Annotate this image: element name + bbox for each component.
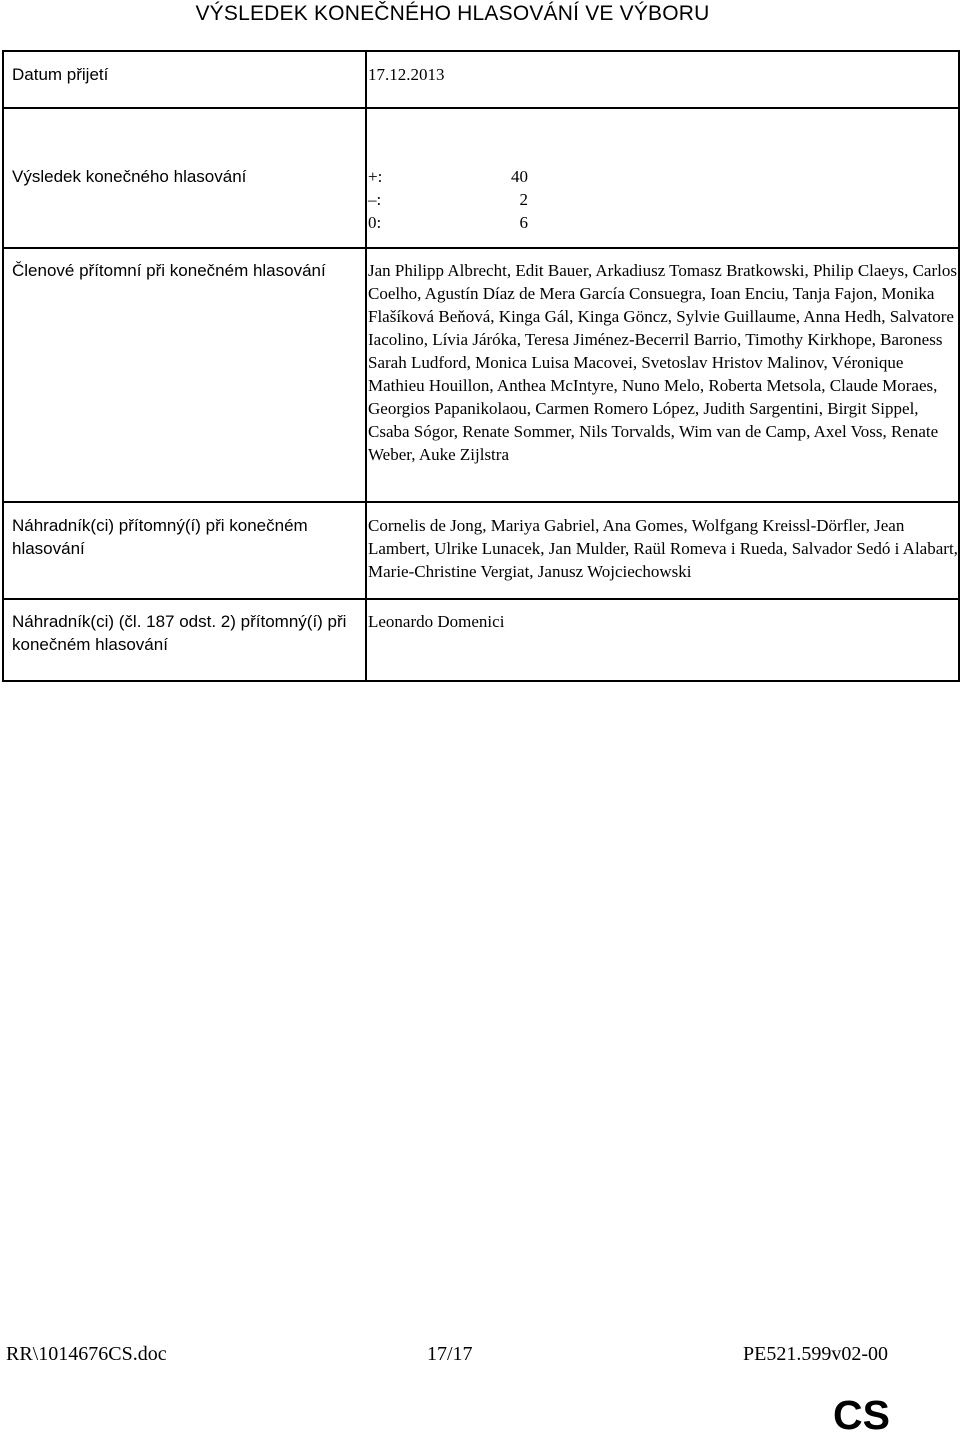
final-vote-values (366, 108, 959, 248)
vote-result-table (2, 50, 960, 682)
row-members-present (3, 248, 959, 502)
language-code: CS (833, 1392, 890, 1438)
members-present-list: Jan Philipp Albrecht, Edit Bauer, Arkadiusz Tomasz Bratkowski, Philip Claeys, Carlos Coelho, Agustín Díaz de Mera García Consuegra, Ioan Enciu, Tanja Fajon, Monika Flašíková Beňová, Kinga Gál, Kinga Göncz, Sylvie Guillaume, Anna Hedh, Salvatore Iacolino, Lívia Járóka, Teresa Jiménez-Becerril Barrio, Timothy Kirkhope, Baroness Sarah Ludford, Monica Luisa Macovei, Svetoslav Hristov Malinov, Véronique Mathieu Houillon, Anthea McIntyre, Nuno Melo, Roberta Metsola, Claude Moraes, Georgios Papanikolaou, Carmen Romero López, Judith Sargentini, Birgit Sippel, Csaba Sógor, Renate Sommer, Nils Torvalds, Wim van de Camp, Axel Voss, Renate Weber, Auke Zijlstra (366, 248, 959, 502)
footer-pe-ref: PE521.599v02-00 (743, 1343, 888, 1365)
adoption-date-label: Datum přijetí (3, 51, 366, 108)
substitutes-187-list: Leonardo Domenici (366, 599, 959, 681)
final-vote-label: Výsledek konečného hlasování (3, 108, 366, 248)
row-substitutes-187 (3, 599, 959, 681)
adoption-date-value: 17.12.2013 (366, 51, 959, 108)
row-final-vote (3, 108, 959, 248)
vote-against-count: 2 (519, 190, 528, 209)
substitutes-present-list: Cornelis de Jong, Mariya Gabriel, Ana Gomes, Wolfgang Kreissl-Dörfler, Jean Lambert, Ulrike Lunacek, Jan Mulder, Raül Romeva i Rueda, Salvador Sedó i Alabart, Marie-Christine Vergiat, Janusz Wojciechowski (366, 502, 959, 599)
substitutes-present-label: Náhradník(ci) přítomný(í) při konečném hlasování (3, 502, 366, 599)
row-substitutes-present (3, 502, 959, 599)
vote-for-symbol: +: (368, 167, 383, 186)
footer-page-number: 17/17 (427, 1343, 473, 1365)
vote-for-count: 40 (511, 167, 528, 186)
members-present-label: Členové přítomní při konečném hlasování (3, 248, 366, 502)
vote-against-symbol: –: (368, 190, 382, 209)
footer-doc-ref: RR\1014676CS.doc (6, 1343, 167, 1365)
substitutes-187-label: Náhradník(ci) (čl. 187 odst. 2) přítomný(í) při konečném hlasování (3, 599, 366, 681)
page-title: VÝSLEDEK KONEČNÉHO HLASOVÁNÍ VE VÝBORU (195, 2, 710, 25)
vote-abstain-symbol: 0: (368, 213, 382, 232)
row-adoption-date (3, 51, 959, 108)
vote-abstain-count: 6 (519, 213, 528, 232)
